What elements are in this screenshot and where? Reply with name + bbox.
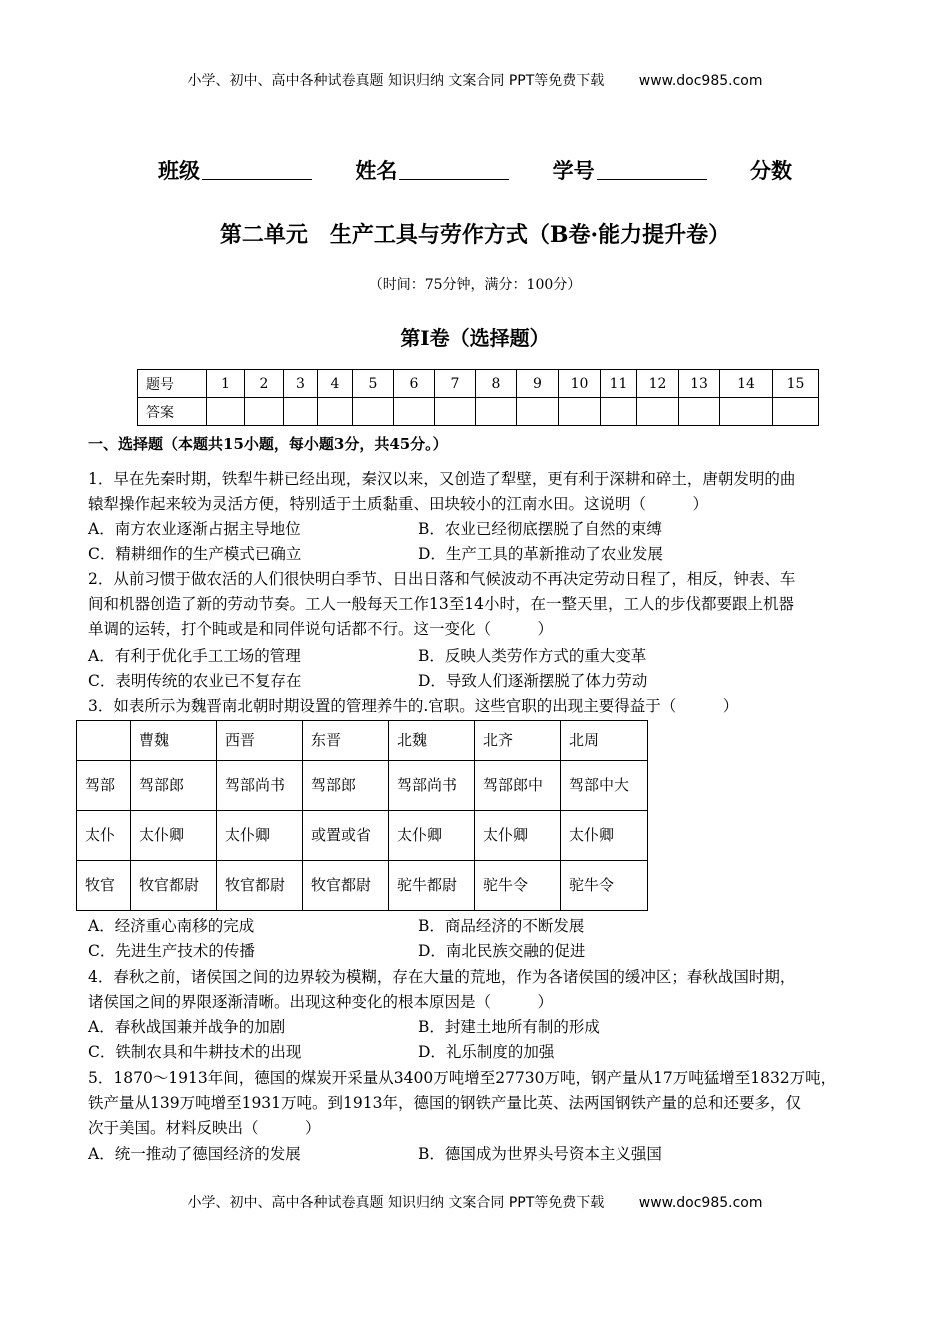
q-number: 13 (679, 370, 720, 398)
stem-line: 诸侯国之间的界限逐渐清晰。出现这种变化的根本原因是（ ） (88, 993, 554, 1011)
question-5-stem (88, 1066, 868, 1141)
q3-option-d[interactable]: D．南北民族交融的促进 (418, 942, 586, 960)
q-number: 15 (773, 370, 819, 398)
q3-cell: 驾部郎 (303, 761, 389, 811)
answer-cell[interactable] (601, 398, 637, 426)
q2-option-d[interactable]: D．导致人们逐渐摆脱了体力劳动 (418, 672, 648, 690)
q3-cell: 驼牛令 (475, 861, 561, 911)
q3-cell: 牧官都尉 (303, 861, 389, 911)
q3-option-b[interactable]: B．商品经济的不断发展 (418, 917, 585, 935)
answer-cell[interactable] (517, 398, 559, 426)
header-text: 小学、初中、高中各种试卷真题 知识归纳 文案合同 PPT等免费下载 (187, 73, 605, 89)
q2-option-b[interactable]: B．反映人类劳作方式的重大变革 (418, 647, 647, 665)
q-number: 6 (394, 370, 435, 398)
q-number: 5 (353, 370, 394, 398)
q3-header-cell: 北周 (561, 721, 648, 761)
id-field[interactable] (597, 159, 707, 180)
page-header (0, 70, 950, 90)
page-subtitle: （时间：75分钟，满分：100分） (368, 277, 582, 293)
answer-cell[interactable] (318, 398, 353, 426)
stem-line: 4．春秋之前，诸侯国之间的边界较为模糊，存在大量的荒地，作为各诸侯国的缓冲区；春秋战国时期， (88, 968, 796, 986)
stem-line: 3．如表所示为魏晋南北朝时期设置的管理养牛的.官职。这些官职的出现主要得益于（ ） (88, 697, 739, 715)
answer-cell[interactable] (284, 398, 318, 426)
q3-cell: 太仆卿 (131, 811, 217, 861)
page-footer (0, 1192, 950, 1212)
q3-table-row (77, 861, 648, 911)
answer-cell[interactable] (245, 398, 284, 426)
q3-header-cell (77, 721, 131, 761)
answer-cell[interactable] (720, 398, 773, 426)
q4-option-d[interactable]: D．礼乐制度的加强 (418, 1043, 555, 1061)
stem-line: 1．早在先秦时期，铁犁牛耕已经出现，秦汉以来，又创造了犁壁，更有利于深耕和碎土，唐朝发明的曲 (88, 470, 796, 488)
answer-cell[interactable] (476, 398, 517, 426)
q1-option-c[interactable]: C．精耕细作的生产模式已确立 (88, 545, 302, 563)
header-url[interactable]: www.doc985.com (638, 73, 763, 89)
name-label: 姓名 (355, 158, 398, 183)
q-number: 11 (601, 370, 637, 398)
answer-cell[interactable] (559, 398, 601, 426)
q5-option-a[interactable]: A．统一推动了德国经济的发展 (88, 1145, 301, 1163)
q3-cell: 太仆卿 (561, 811, 648, 861)
page-title: 第二单元 生产工具与劳作方式（B卷·能力提升卷） (219, 222, 731, 248)
q3-table-row (77, 811, 648, 861)
q-number: 2 (245, 370, 284, 398)
answer-cell[interactable] (353, 398, 394, 426)
q3-header-cell: 曹魏 (131, 721, 217, 761)
stem-line: 单调的运转，打个盹或是和同伴说句话都不行。这一变化（ ） (88, 620, 554, 638)
q4-option-c[interactable]: C．铁制农具和牛耕技术的出现 (88, 1043, 302, 1061)
answer-table (137, 369, 819, 426)
q-number: 4 (318, 370, 353, 398)
stem-line: 辕犁操作起来较为灵活方便，特别适于土质黏重、田块较小的江南水田。这说明（ ） (88, 495, 709, 513)
q3-option-a[interactable]: A．经济重心南移的完成 (88, 917, 255, 935)
id-label: 学号 (552, 158, 595, 183)
answer-table-number-row (138, 370, 819, 398)
stem-line: 2．从前习惯于做农活的人们很快明白季节、日出日落和气候波动不再决定劳动日程了，相反，钟表、车 (88, 570, 796, 588)
q3-cell: 驾部中大 (561, 761, 648, 811)
q3-header-cell: 北魏 (389, 721, 475, 761)
answer-cell[interactable] (435, 398, 476, 426)
q3-cell: 太仆卿 (475, 811, 561, 861)
q-number: 10 (559, 370, 601, 398)
answer-cell[interactable] (773, 398, 819, 426)
class-label: 班级 (158, 158, 201, 183)
q3-cell: 驾部郎中 (475, 761, 561, 811)
q-number: 9 (517, 370, 559, 398)
name-field[interactable] (399, 159, 509, 180)
q3-cell: 牧官 (77, 861, 131, 911)
q1-option-b[interactable]: B．农业已经彻底摆脱了自然的束缚 (418, 520, 662, 538)
answer-table-answer-row (138, 398, 819, 426)
q3-table (76, 720, 648, 911)
stem-line: 铁产量从139万吨增至1931万吨。到1913年，德国的钢铁产量比英、法两国钢铁产量的总和还要多，仅 (88, 1094, 801, 1112)
answer-cell[interactable] (394, 398, 435, 426)
section-heading: 一、选择题（本题共15小题，每小题3分，共45分。） (88, 435, 448, 453)
q2-option-c[interactable]: C．表明传统的农业已不复存在 (88, 672, 302, 690)
question-3-stem (88, 694, 868, 719)
q3-cell: 太仆卿 (217, 811, 303, 861)
q4-option-b[interactable]: B．封建土地所有制的形成 (418, 1018, 600, 1036)
footer-url[interactable]: www.doc985.com (638, 1195, 763, 1211)
q2-option-a[interactable]: A．有利于优化手工工场的管理 (88, 647, 301, 665)
class-field[interactable] (202, 159, 312, 180)
stem-line: 间和机器创造了新的劳动节奏。工人一般每天工作13至14小时，在一整天里，工人的步伐都要跟上机器 (88, 595, 794, 613)
q3-cell: 驾部郎 (131, 761, 217, 811)
answer-row-label: 答案 (138, 398, 207, 426)
question-2-stem (88, 567, 868, 642)
answer-cell[interactable] (207, 398, 245, 426)
footer-text: 小学、初中、高中各种试卷真题 知识归纳 文案合同 PPT等免费下载 (187, 1195, 605, 1211)
q-number: 1 (207, 370, 245, 398)
q-number: 12 (637, 370, 679, 398)
q1-option-a[interactable]: A．南方农业逐渐占据主导地位 (88, 520, 301, 538)
number-row-label: 题号 (138, 370, 207, 398)
q3-cell: 驼牛都尉 (389, 861, 475, 911)
q3-cell: 驾部尚书 (217, 761, 303, 811)
q3-header-cell: 东晋 (303, 721, 389, 761)
q3-cell: 牧官都尉 (131, 861, 217, 911)
q3-header-cell: 北齐 (475, 721, 561, 761)
q-number: 7 (435, 370, 476, 398)
q3-option-c[interactable]: C．先进生产技术的传播 (88, 942, 255, 960)
q-number: 3 (284, 370, 318, 398)
q3-table-header-row (77, 721, 648, 761)
stem-line: 次于美国。材料反映出（ ） (88, 1119, 321, 1137)
q3-header-cell: 西晋 (217, 721, 303, 761)
q-number: 8 (476, 370, 517, 398)
score-label: 分数 (749, 158, 792, 183)
q1-option-d[interactable]: D．生产工具的革新推动了农业发展 (418, 545, 663, 563)
q3-cell: 驾部尚书 (389, 761, 475, 811)
q5-option-b[interactable]: B．德国成为世界头号资本主义强国 (418, 1145, 662, 1163)
student-info (0, 155, 950, 185)
q3-cell: 驾部 (77, 761, 131, 811)
q3-table-row (77, 761, 648, 811)
question-1-stem (88, 467, 868, 517)
volume-title: 第Ⅰ卷（选择题） (400, 326, 550, 350)
q3-cell: 牧官都尉 (217, 861, 303, 911)
q3-cell: 太仆 (77, 811, 131, 861)
q4-option-a[interactable]: A．春秋战国兼并战争的加剧 (88, 1018, 286, 1036)
answer-cell[interactable] (637, 398, 679, 426)
stem-line: 5．1870～1913年间，德国的煤炭开采量从3400万吨增至27730万吨，钢产量从17万吨猛增至1832万吨， (88, 1069, 837, 1087)
answer-cell[interactable] (679, 398, 720, 426)
q3-cell: 或置或省 (303, 811, 389, 861)
question-4-stem (88, 965, 868, 1015)
q-number: 14 (720, 370, 773, 398)
q3-cell: 驼牛令 (561, 861, 648, 911)
q3-cell: 太仆卿 (389, 811, 475, 861)
